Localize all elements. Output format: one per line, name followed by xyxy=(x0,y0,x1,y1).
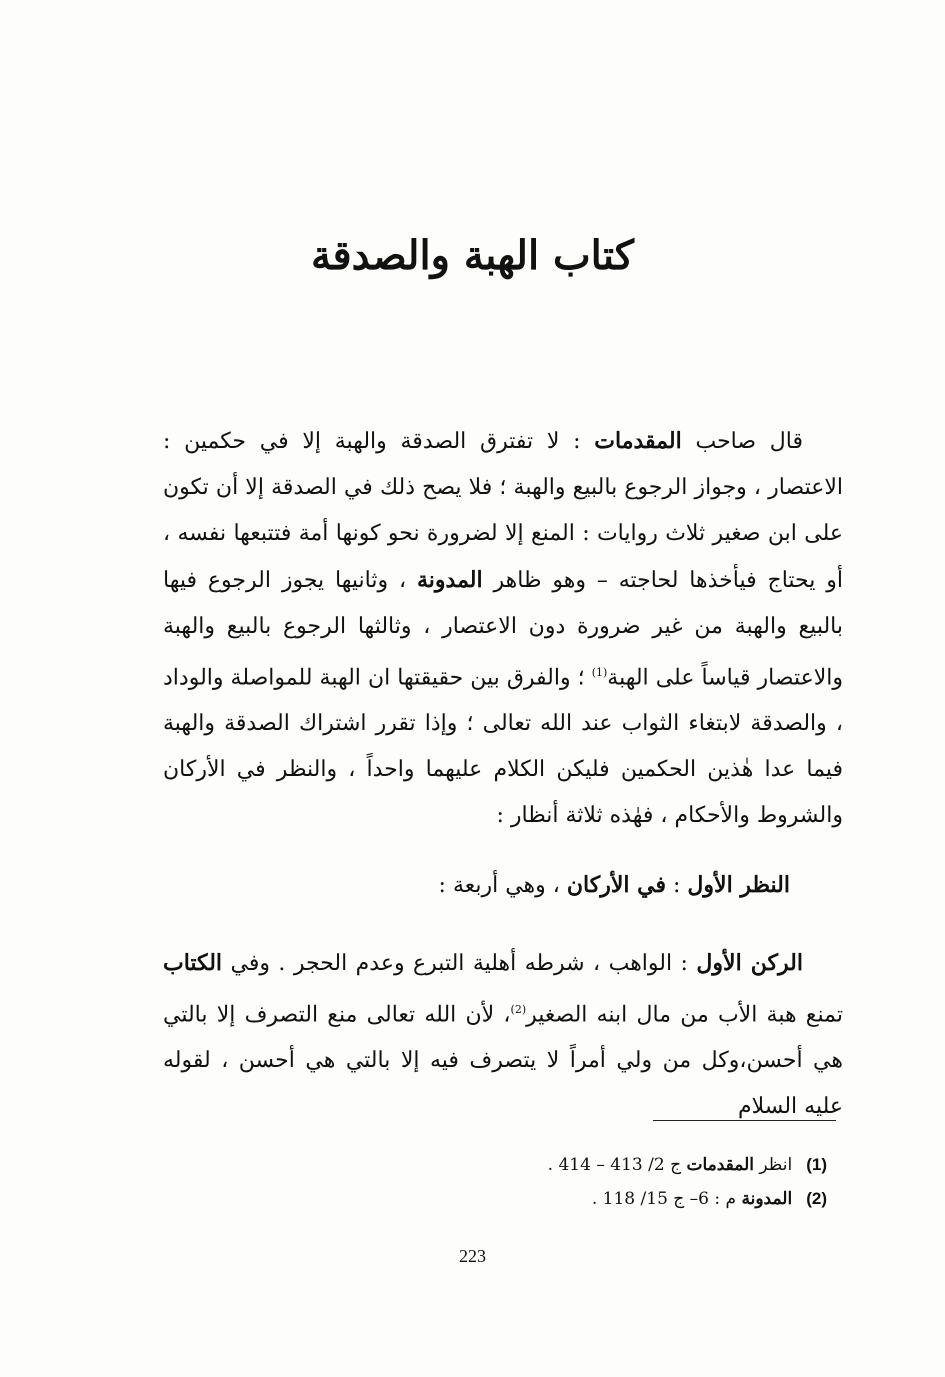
paragraph-indent xyxy=(803,951,843,976)
heading-first-view: النظر الأول xyxy=(687,872,790,898)
page-title: كتاب الهبة والصدقة xyxy=(311,232,634,279)
heading-pillars: في الأركان xyxy=(566,872,667,898)
para2-bold-first-pillar: الركن الأول xyxy=(696,950,803,976)
footnote-item xyxy=(548,1148,827,1182)
footnote-ref-text: م : 6– ج 15/ 118 . xyxy=(591,1189,742,1209)
heading-rest: ، وهي أربعة : xyxy=(438,873,567,898)
page-number: 223 xyxy=(459,1246,486,1266)
footnote-pre: انظر xyxy=(754,1155,793,1175)
para1-text-a: : لا تفترق الصدقة والهبة إلا في حكمين : الاعتصار ، وجواز الرجوع بالبيع والهبة ؛ فلا يصح ذلك في الصدقة إلا أن تكون على ابن صغير ثلاث روايات : المنع إلا لضرورة نحو كونها أمة فتتبعها نفسه ، أو يحتاج فيأخذها لحاجته – وهو ظاهر xyxy=(163,429,843,593)
footnote-number: (1) xyxy=(806,1155,827,1174)
footnotes xyxy=(548,1148,827,1216)
para1-bold-muqaddimat: المقدمات xyxy=(594,428,682,454)
paragraph-indent xyxy=(803,429,843,454)
para1-intro: قال صاحب xyxy=(681,429,803,454)
para2-text-a: : الواهب ، شرطه أهلية التبرع وعدم الحجر . وفي xyxy=(222,951,697,976)
para2-text-c: ، لأن الله تعالى منع التصرف إلا بالتي هي أحسن،وكل من ولي أمراً لا يتصرف فيه إلا بالتي هي أحسن ، لقوله عليه السلام xyxy=(163,1002,843,1120)
footnote-source: المقدمات xyxy=(686,1155,754,1175)
footnote-ref-2[interactable]: (2) xyxy=(510,1003,527,1016)
section-heading xyxy=(439,862,790,909)
footnote-ref-1[interactable]: (1) xyxy=(591,666,608,679)
paragraph-intro xyxy=(163,418,843,839)
para1-text-c: ؛ والفرق بين حقيقتها ان الهبة للمواصلة والوداد ، والصدقة لابتغاء الثواب عند الله تعالى ؛ وإذا تقرر اشتراك الصدقة والهبة فيما عدا هٰذين الحكمين فليكن الكلام عليهما واحداً ، والنظر في الأركان والشروط والأحكام ، فهٰذه ثلاثة أنظار : xyxy=(163,665,843,829)
footnote-item xyxy=(548,1182,827,1216)
heading-sep: : xyxy=(666,873,688,898)
footnote-ref-text: ج 2/ 413 – 414 . xyxy=(547,1155,687,1175)
para1-bold-mudawwana: المدونة xyxy=(417,567,483,593)
footnote-divider xyxy=(653,1120,836,1121)
paragraph-first-pillar xyxy=(163,940,843,1130)
para1-text-b: ، وثانيها يجوز الرجوع فيها بالبيع والهبة من غير ضرورة دون الاعتصار ، وثالثها الرجوع بالبيع والهبة والاعتصار قياساً على الهبة xyxy=(163,568,843,691)
para2-text-b: تمنع هبة الأب من مال ابنه الصغير xyxy=(526,1002,843,1028)
footnote-source: المدونة xyxy=(741,1189,793,1209)
para2-bold-kitab: الكتاب xyxy=(163,950,223,976)
footnote-number: (2) xyxy=(806,1189,827,1208)
